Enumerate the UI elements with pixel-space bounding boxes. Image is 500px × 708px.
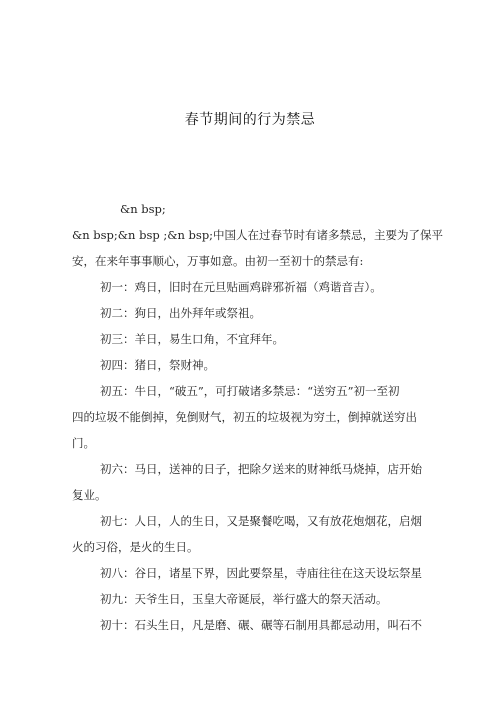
intro-marker: &n bsp;: [120, 202, 166, 216]
paragraph-day10: 初十：石头生日，凡是磨、碾、碾等石制用具都忌动用，叫石不: [100, 618, 422, 632]
paragraph-day9: 初九：天爷生日，玉皇大帝诞辰，举行盛大的祭天活动。: [100, 592, 388, 606]
paragraph-day7-line1: 初七：人日，人的生日，又是聚餐吃喝，又有放花炮烟花，启烟: [100, 514, 422, 528]
paragraph-day5-line1: 初五：牛日，“破五”，可打破诸多禁忌：“送穷五”初一至初: [100, 384, 400, 398]
paragraph-day6-line2: 复业。: [72, 488, 107, 502]
intro-line-1: &n bsp;&n bsp ;&n bsp;中国人在过春节时有诸多禁忌，主要为了保平: [72, 228, 444, 242]
paragraph-day5-line3: 门。: [72, 436, 95, 450]
paragraph-day8: 初八：谷日，诸星下界，因此要祭星，寺庙往往在这天设坛祭星: [100, 566, 422, 580]
intro-line-2: 安，在来年事事顺心，万事如意。由初一至初十的禁忌有:: [72, 254, 364, 268]
paragraph-day2: 初二：狗日，出外拜年或祭祖。: [100, 306, 261, 320]
paragraph-day4: 初四：猪日，祭财神。: [100, 358, 215, 372]
paragraph-day6-line1: 初六：马日，送神的日子，把除夕送来的财神纸马烧掉，店开始: [100, 462, 422, 476]
document-title: 春节期间的行为禁忌: [184, 112, 316, 128]
paragraph-day1: 初一：鸡日，旧时在元旦贴画鸡辟邪祈福（鸡谐音吉）。: [100, 280, 382, 294]
paragraph-day5-line2: 四的垃圾不能倒掉，免倒财气，初五的垃圾视为穷土，倒掉就送穷出: [72, 410, 417, 424]
paragraph-day3: 初三：羊日，易生口角，不宜拜年。: [100, 332, 284, 346]
paragraph-day7-line2: 火的习俗，是火的生日。: [72, 540, 199, 554]
